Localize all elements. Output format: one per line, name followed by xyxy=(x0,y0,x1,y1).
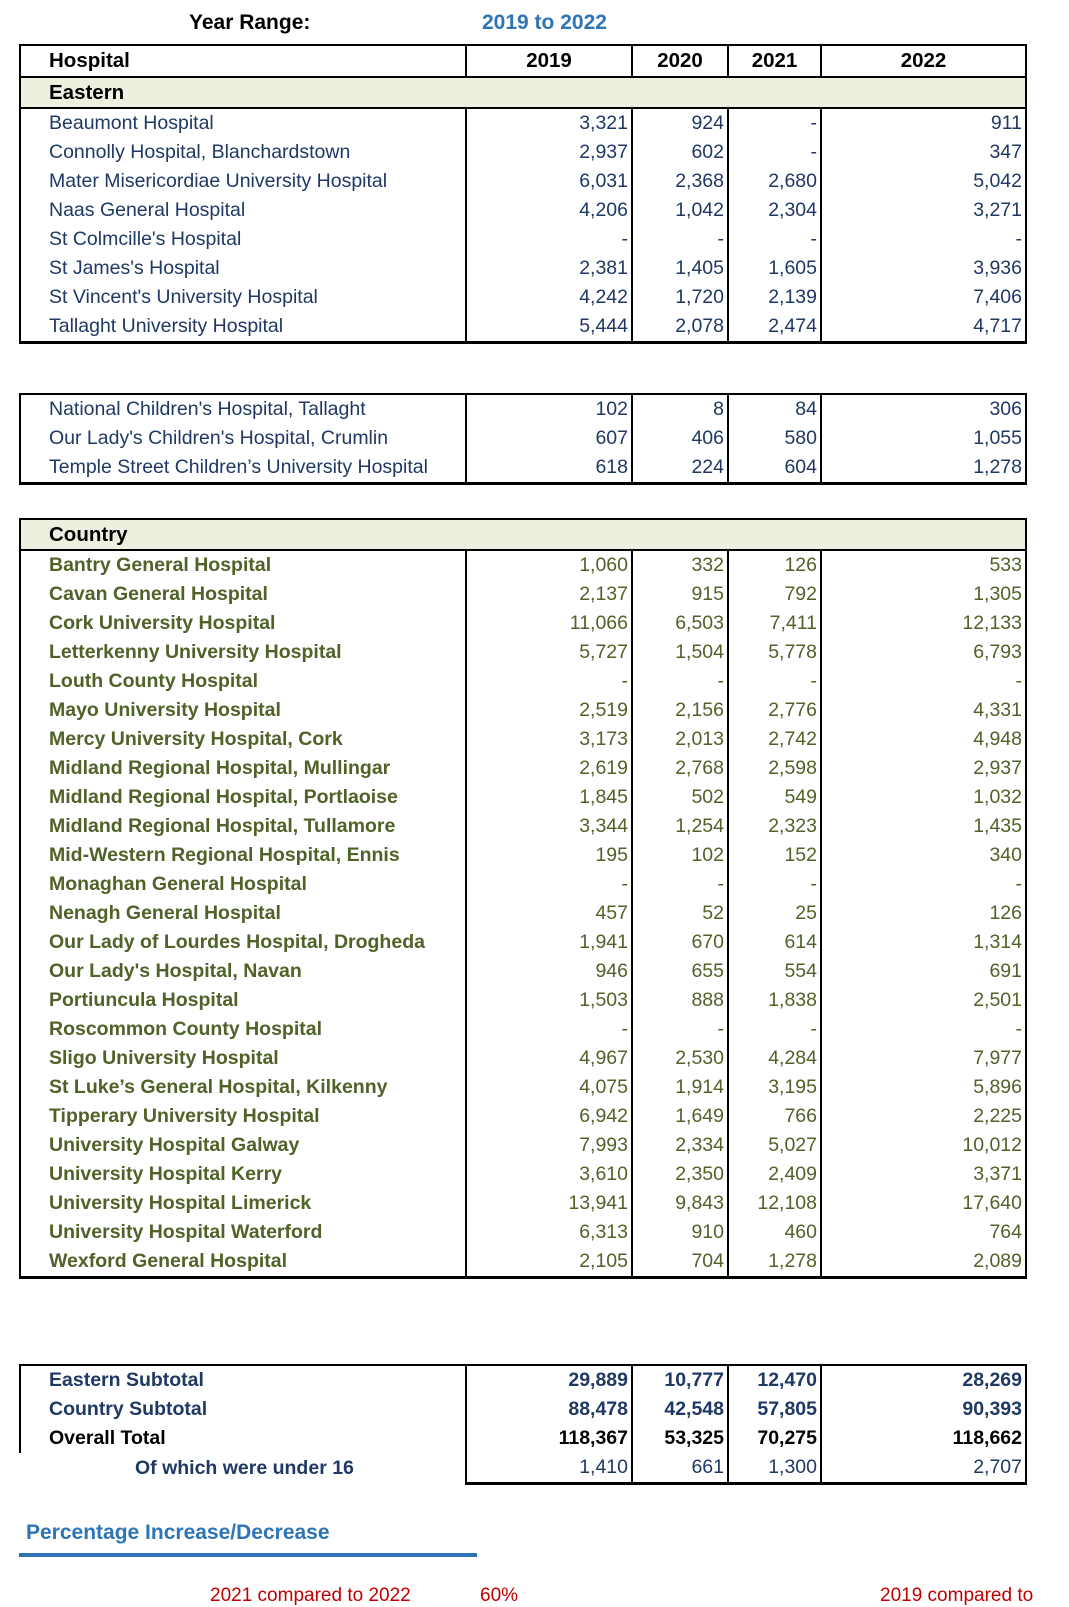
hospital-name: Beaumont Hospital xyxy=(20,108,466,138)
section-label: Eastern xyxy=(20,77,1026,108)
hospital-name: St James's Hospital xyxy=(20,254,466,283)
table-row xyxy=(20,696,1026,725)
table-row xyxy=(20,254,1026,283)
hospital-name: Tipperary University Hospital xyxy=(20,1102,466,1131)
value-cell-2020: 406 xyxy=(632,424,728,453)
hospital-name: Naas General Hospital xyxy=(20,196,466,225)
hospital-name: University Hospital Waterford xyxy=(20,1218,466,1247)
value-cell-2020: - xyxy=(632,870,728,899)
value-cell-2022: 118,662 xyxy=(821,1424,1026,1453)
value-cell-2019: 5,727 xyxy=(466,638,632,667)
hospital-name: Nenagh General Hospital xyxy=(20,899,466,928)
eastern-table xyxy=(19,44,1027,344)
value-cell-2022: 12,133 xyxy=(821,609,1026,638)
hospital-name: University Hospital Galway xyxy=(20,1131,466,1160)
section-header-eastern xyxy=(20,77,1026,108)
hospital-name: Midland Regional Hospital, Portlaoise xyxy=(20,783,466,812)
value-cell-2020: 10,777 xyxy=(632,1365,728,1395)
value-cell-2022: 90,393 xyxy=(821,1395,1026,1424)
hospital-name: Louth County Hospital xyxy=(20,667,466,696)
value-cell-2019: 102 xyxy=(466,394,632,424)
value-cell-2020: 915 xyxy=(632,580,728,609)
year-range-value: 2019 to 2022 xyxy=(482,11,607,34)
year-2020-header: 2020 xyxy=(632,45,728,77)
value-cell-2022: 764 xyxy=(821,1218,1026,1247)
value-cell-2022: 1,032 xyxy=(821,783,1026,812)
value-cell-2020: 2,078 xyxy=(632,312,728,343)
value-cell-2021: 554 xyxy=(728,957,821,986)
value-cell-2019: 2,619 xyxy=(466,754,632,783)
table-row xyxy=(20,841,1026,870)
value-cell-2019: 1,941 xyxy=(466,928,632,957)
value-cell-2020: 2,013 xyxy=(632,725,728,754)
comparison-label-left: 2021 compared to 2022 xyxy=(210,1585,411,1606)
table-row xyxy=(20,453,1026,484)
value-cell-2019: 4,967 xyxy=(466,1044,632,1073)
hospital-name: Tallaght University Hospital xyxy=(20,312,466,343)
hospital-name: University Hospital Limerick xyxy=(20,1189,466,1218)
value-cell-2020: 332 xyxy=(632,550,728,580)
value-cell-2021: 2,680 xyxy=(728,167,821,196)
value-cell-2020: 2,350 xyxy=(632,1160,728,1189)
hospital-name: Mater Misericordiae University Hospital xyxy=(20,167,466,196)
value-cell-2021: 460 xyxy=(728,1218,821,1247)
value-cell-2019: 4,242 xyxy=(466,283,632,312)
value-cell-2022: 3,271 xyxy=(821,196,1026,225)
value-cell-2020: 1,254 xyxy=(632,812,728,841)
value-cell-2022: 1,305 xyxy=(821,580,1026,609)
table-row xyxy=(20,550,1026,580)
value-cell-2021: 604 xyxy=(728,453,821,484)
value-cell-2022: 2,501 xyxy=(821,986,1026,1015)
value-cell-2020: 52 xyxy=(632,899,728,928)
value-cell-2022: 691 xyxy=(821,957,1026,986)
table-row xyxy=(20,1395,1026,1424)
table-row xyxy=(20,1365,1026,1395)
value-cell-2022: 1,055 xyxy=(821,424,1026,453)
value-cell-2021: 152 xyxy=(728,841,821,870)
value-cell-2022: 126 xyxy=(821,899,1026,928)
value-cell-2020: 661 xyxy=(632,1453,728,1484)
value-cell-2019: 3,321 xyxy=(466,108,632,138)
value-cell-2020: 924 xyxy=(632,108,728,138)
table-row xyxy=(20,580,1026,609)
value-cell-2020: 502 xyxy=(632,783,728,812)
value-cell-2019: 1,410 xyxy=(466,1453,632,1484)
table-row xyxy=(20,1015,1026,1044)
table-row xyxy=(20,986,1026,1015)
value-cell-2020: 42,548 xyxy=(632,1395,728,1424)
table-row xyxy=(20,225,1026,254)
value-cell-2022: - xyxy=(821,870,1026,899)
year-2021-header: 2021 xyxy=(728,45,821,77)
totals-table xyxy=(19,1364,1027,1485)
value-cell-2021: 84 xyxy=(728,394,821,424)
value-cell-2021: - xyxy=(728,225,821,254)
hospital-name: Cavan General Hospital xyxy=(20,580,466,609)
table-row xyxy=(20,167,1026,196)
table-row xyxy=(20,196,1026,225)
eastern-rows xyxy=(20,108,1026,343)
hospital-name: Roscommon County Hospital xyxy=(20,1015,466,1044)
value-cell-2020: 6,503 xyxy=(632,609,728,638)
hospital-name: Letterkenny University Hospital xyxy=(20,638,466,667)
value-cell-2022: 4,717 xyxy=(821,312,1026,343)
value-cell-2020: 1,720 xyxy=(632,283,728,312)
value-cell-2022: 2,707 xyxy=(821,1453,1026,1484)
value-cell-2022: 911 xyxy=(821,108,1026,138)
hospital-name: Eastern Subtotal xyxy=(20,1365,466,1395)
value-cell-2022: 2,089 xyxy=(821,1247,1026,1278)
table-row xyxy=(20,1131,1026,1160)
hospital-name: Mercy University Hospital, Cork xyxy=(20,725,466,754)
table-row xyxy=(20,1160,1026,1189)
value-cell-2021: 7,411 xyxy=(728,609,821,638)
value-cell-2022: 4,948 xyxy=(821,725,1026,754)
hospital-name: Monaghan General Hospital xyxy=(20,870,466,899)
value-cell-2022: - xyxy=(821,1015,1026,1044)
value-cell-2020: 2,368 xyxy=(632,167,728,196)
value-cell-2021: - xyxy=(728,870,821,899)
value-cell-2019: 618 xyxy=(466,453,632,484)
hospital-name: Midland Regional Hospital, Mullingar xyxy=(20,754,466,783)
value-cell-2019: 1,503 xyxy=(466,986,632,1015)
table-row xyxy=(20,1247,1026,1278)
value-cell-2019: 4,206 xyxy=(466,196,632,225)
value-cell-2021: - xyxy=(728,108,821,138)
value-cell-2020: 1,042 xyxy=(632,196,728,225)
value-cell-2021: 3,195 xyxy=(728,1073,821,1102)
value-cell-2019: 13,941 xyxy=(466,1189,632,1218)
value-cell-2020: 102 xyxy=(632,841,728,870)
table-row xyxy=(20,312,1026,343)
hospital-name: Our Lady's Children's Hospital, Crumlin xyxy=(20,424,466,453)
hospital-name: Mid-Western Regional Hospital, Ennis xyxy=(20,841,466,870)
value-cell-2020: 8 xyxy=(632,394,728,424)
table-row xyxy=(20,812,1026,841)
hospital-name: Portiuncula Hospital xyxy=(20,986,466,1015)
value-cell-2021: 70,275 xyxy=(728,1424,821,1453)
hospital-name: Country Subtotal xyxy=(20,1395,466,1424)
table-row xyxy=(20,1044,1026,1073)
value-cell-2022: 17,640 xyxy=(821,1189,1026,1218)
value-cell-2021: - xyxy=(728,138,821,167)
value-cell-2019: 2,519 xyxy=(466,696,632,725)
value-cell-2022: - xyxy=(821,225,1026,254)
value-cell-2022: 1,435 xyxy=(821,812,1026,841)
hospital-name: St Colmcille's Hospital xyxy=(20,225,466,254)
table-row xyxy=(20,870,1026,899)
table-row xyxy=(20,1189,1026,1218)
hospital-name: St Luke’s General Hospital, Kilkenny xyxy=(20,1073,466,1102)
hospital-name: Cork University Hospital xyxy=(20,609,466,638)
table-row xyxy=(20,138,1026,167)
value-cell-2019: 3,173 xyxy=(466,725,632,754)
value-cell-2019: 6,942 xyxy=(466,1102,632,1131)
table-row xyxy=(20,1102,1026,1131)
value-cell-2020: 655 xyxy=(632,957,728,986)
hospital-name: Wexford General Hospital xyxy=(20,1247,466,1278)
value-cell-2020: 670 xyxy=(632,928,728,957)
value-cell-2021: 2,304 xyxy=(728,196,821,225)
value-cell-2019: 1,060 xyxy=(466,550,632,580)
value-cell-2020: 704 xyxy=(632,1247,728,1278)
value-cell-2022: 306 xyxy=(821,394,1026,424)
table-row xyxy=(20,1453,1026,1484)
table-row xyxy=(20,1424,1026,1453)
value-cell-2021: 792 xyxy=(728,580,821,609)
value-cell-2021: 2,742 xyxy=(728,725,821,754)
table-row xyxy=(20,638,1026,667)
value-cell-2020: 1,649 xyxy=(632,1102,728,1131)
value-cell-2022: 10,012 xyxy=(821,1131,1026,1160)
value-cell-2022: 1,278 xyxy=(821,453,1026,484)
hospital-name: Mayo University Hospital xyxy=(20,696,466,725)
totals-rows xyxy=(20,1365,1026,1484)
value-cell-2021: 1,838 xyxy=(728,986,821,1015)
value-cell-2020: 2,768 xyxy=(632,754,728,783)
value-cell-2020: 602 xyxy=(632,138,728,167)
table-row xyxy=(20,424,1026,453)
value-cell-2021: 1,605 xyxy=(728,254,821,283)
value-cell-2021: - xyxy=(728,667,821,696)
value-cell-2019: - xyxy=(466,667,632,696)
value-cell-2020: 1,504 xyxy=(632,638,728,667)
value-cell-2022: 28,269 xyxy=(821,1365,1026,1395)
value-cell-2022: 6,793 xyxy=(821,638,1026,667)
value-cell-2019: 2,937 xyxy=(466,138,632,167)
hospital-name: Overall Total xyxy=(20,1424,466,1453)
value-cell-2019: 2,381 xyxy=(466,254,632,283)
hospital-name: National Children's Hospital, Tallaght xyxy=(20,394,466,424)
value-cell-2020: 910 xyxy=(632,1218,728,1247)
value-cell-2021: 549 xyxy=(728,783,821,812)
value-cell-2020: 2,156 xyxy=(632,696,728,725)
year-2019-header: 2019 xyxy=(466,45,632,77)
percentage-section-title: Percentage Increase/Decrease xyxy=(26,1521,330,1544)
table-row xyxy=(20,394,1026,424)
table-row xyxy=(20,754,1026,783)
value-cell-2022: 5,042 xyxy=(821,167,1026,196)
children-table xyxy=(19,393,1027,485)
hospital-name: Of which were under 16 xyxy=(20,1453,466,1484)
value-cell-2022: 347 xyxy=(821,138,1026,167)
value-cell-2021: 1,278 xyxy=(728,1247,821,1278)
value-cell-2020: - xyxy=(632,667,728,696)
value-cell-2019: 195 xyxy=(466,841,632,870)
hospital-name: Bantry General Hospital xyxy=(20,550,466,580)
value-cell-2020: 1,914 xyxy=(632,1073,728,1102)
value-cell-2022: 340 xyxy=(821,841,1026,870)
value-cell-2019: 607 xyxy=(466,424,632,453)
value-cell-2019: 29,889 xyxy=(466,1365,632,1395)
table-row xyxy=(20,1073,1026,1102)
value-cell-2021: 57,805 xyxy=(728,1395,821,1424)
value-cell-2021: 1,300 xyxy=(728,1453,821,1484)
table-row xyxy=(20,609,1026,638)
value-cell-2021: 12,470 xyxy=(728,1365,821,1395)
value-cell-2020: 53,325 xyxy=(632,1424,728,1453)
value-cell-2019: 3,344 xyxy=(466,812,632,841)
value-cell-2021: 12,108 xyxy=(728,1189,821,1218)
value-cell-2021: 126 xyxy=(728,550,821,580)
value-cell-2021: 5,027 xyxy=(728,1131,821,1160)
table-row xyxy=(20,108,1026,138)
table-row xyxy=(20,899,1026,928)
value-cell-2021: 2,323 xyxy=(728,812,821,841)
hospital-name: Our Lady's Hospital, Navan xyxy=(20,957,466,986)
section-header-country xyxy=(20,519,1026,550)
comparison-label-right: 2019 compared to xyxy=(880,1585,1034,1606)
hospital-name: Our Lady of Lourdes Hospital, Drogheda xyxy=(20,928,466,957)
value-cell-2021: - xyxy=(728,1015,821,1044)
value-cell-2022: 3,371 xyxy=(821,1160,1026,1189)
table-row xyxy=(20,725,1026,754)
value-cell-2020: 1,405 xyxy=(632,254,728,283)
value-cell-2021: 766 xyxy=(728,1102,821,1131)
hospital-name: Midland Regional Hospital, Tullamore xyxy=(20,812,466,841)
value-cell-2021: 2,139 xyxy=(728,283,821,312)
hospital-name: St Vincent's University Hospital xyxy=(20,283,466,312)
value-cell-2019: 2,105 xyxy=(466,1247,632,1278)
value-cell-2021: 2,409 xyxy=(728,1160,821,1189)
value-cell-2020: 2,334 xyxy=(632,1131,728,1160)
value-cell-2019: 1,845 xyxy=(466,783,632,812)
value-cell-2021: 2,598 xyxy=(728,754,821,783)
table-row xyxy=(20,283,1026,312)
table-header-row xyxy=(20,45,1026,77)
value-cell-2019: 7,993 xyxy=(466,1131,632,1160)
value-cell-2022: 4,331 xyxy=(821,696,1026,725)
table-row xyxy=(20,928,1026,957)
table-row xyxy=(20,667,1026,696)
year-range-label: Year Range: xyxy=(189,11,311,34)
value-cell-2019: 6,313 xyxy=(466,1218,632,1247)
value-cell-2019: - xyxy=(466,225,632,254)
hospital-name: Connolly Hospital, Blanchardstown xyxy=(20,138,466,167)
value-cell-2022: 3,936 xyxy=(821,254,1026,283)
value-cell-2021: 2,776 xyxy=(728,696,821,725)
value-cell-2019: 88,478 xyxy=(466,1395,632,1424)
value-cell-2021: 25 xyxy=(728,899,821,928)
value-cell-2019: 3,610 xyxy=(466,1160,632,1189)
section-label: Country xyxy=(20,519,1026,550)
country-rows xyxy=(20,550,1026,1278)
value-cell-2020: 2,530 xyxy=(632,1044,728,1073)
value-cell-2019: 6,031 xyxy=(466,167,632,196)
hospital-name: Sligo University Hospital xyxy=(20,1044,466,1073)
value-cell-2022: 1,314 xyxy=(821,928,1026,957)
hospital-column-header: Hospital xyxy=(20,45,466,77)
value-cell-2019: - xyxy=(466,1015,632,1044)
value-cell-2022: 2,225 xyxy=(821,1102,1026,1131)
value-cell-2022: 7,406 xyxy=(821,283,1026,312)
value-cell-2022: 2,937 xyxy=(821,754,1026,783)
value-cell-2021: 580 xyxy=(728,424,821,453)
hospital-name: University Hospital Kerry xyxy=(20,1160,466,1189)
value-cell-2021: 4,284 xyxy=(728,1044,821,1073)
value-cell-2019: 118,367 xyxy=(466,1424,632,1453)
value-cell-2022: 533 xyxy=(821,550,1026,580)
value-cell-2021: 2,474 xyxy=(728,312,821,343)
value-cell-2021: 614 xyxy=(728,928,821,957)
title-underline xyxy=(19,1553,477,1557)
value-cell-2020: 224 xyxy=(632,453,728,484)
value-cell-2019: 11,066 xyxy=(466,609,632,638)
value-cell-2020: - xyxy=(632,225,728,254)
value-cell-2019: 457 xyxy=(466,899,632,928)
value-cell-2019: 4,075 xyxy=(466,1073,632,1102)
table-row xyxy=(20,1218,1026,1247)
value-cell-2022: - xyxy=(821,667,1026,696)
value-cell-2019: - xyxy=(466,870,632,899)
value-cell-2022: 7,977 xyxy=(821,1044,1026,1073)
hospital-name: Temple Street Children’s University Hospital xyxy=(20,453,466,484)
country-table xyxy=(19,518,1027,1279)
value-cell-2019: 946 xyxy=(466,957,632,986)
value-cell-2020: 9,843 xyxy=(632,1189,728,1218)
value-cell-2021: 5,778 xyxy=(728,638,821,667)
value-cell-2020: 888 xyxy=(632,986,728,1015)
value-cell-2019: 5,444 xyxy=(466,312,632,343)
value-cell-2022: 5,896 xyxy=(821,1073,1026,1102)
children-rows xyxy=(20,394,1026,484)
table-row xyxy=(20,957,1026,986)
value-cell-2019: 2,137 xyxy=(466,580,632,609)
table-row xyxy=(20,783,1026,812)
year-2022-header: 2022 xyxy=(821,45,1026,77)
axis-label: 60% xyxy=(480,1585,519,1606)
value-cell-2020: - xyxy=(632,1015,728,1044)
